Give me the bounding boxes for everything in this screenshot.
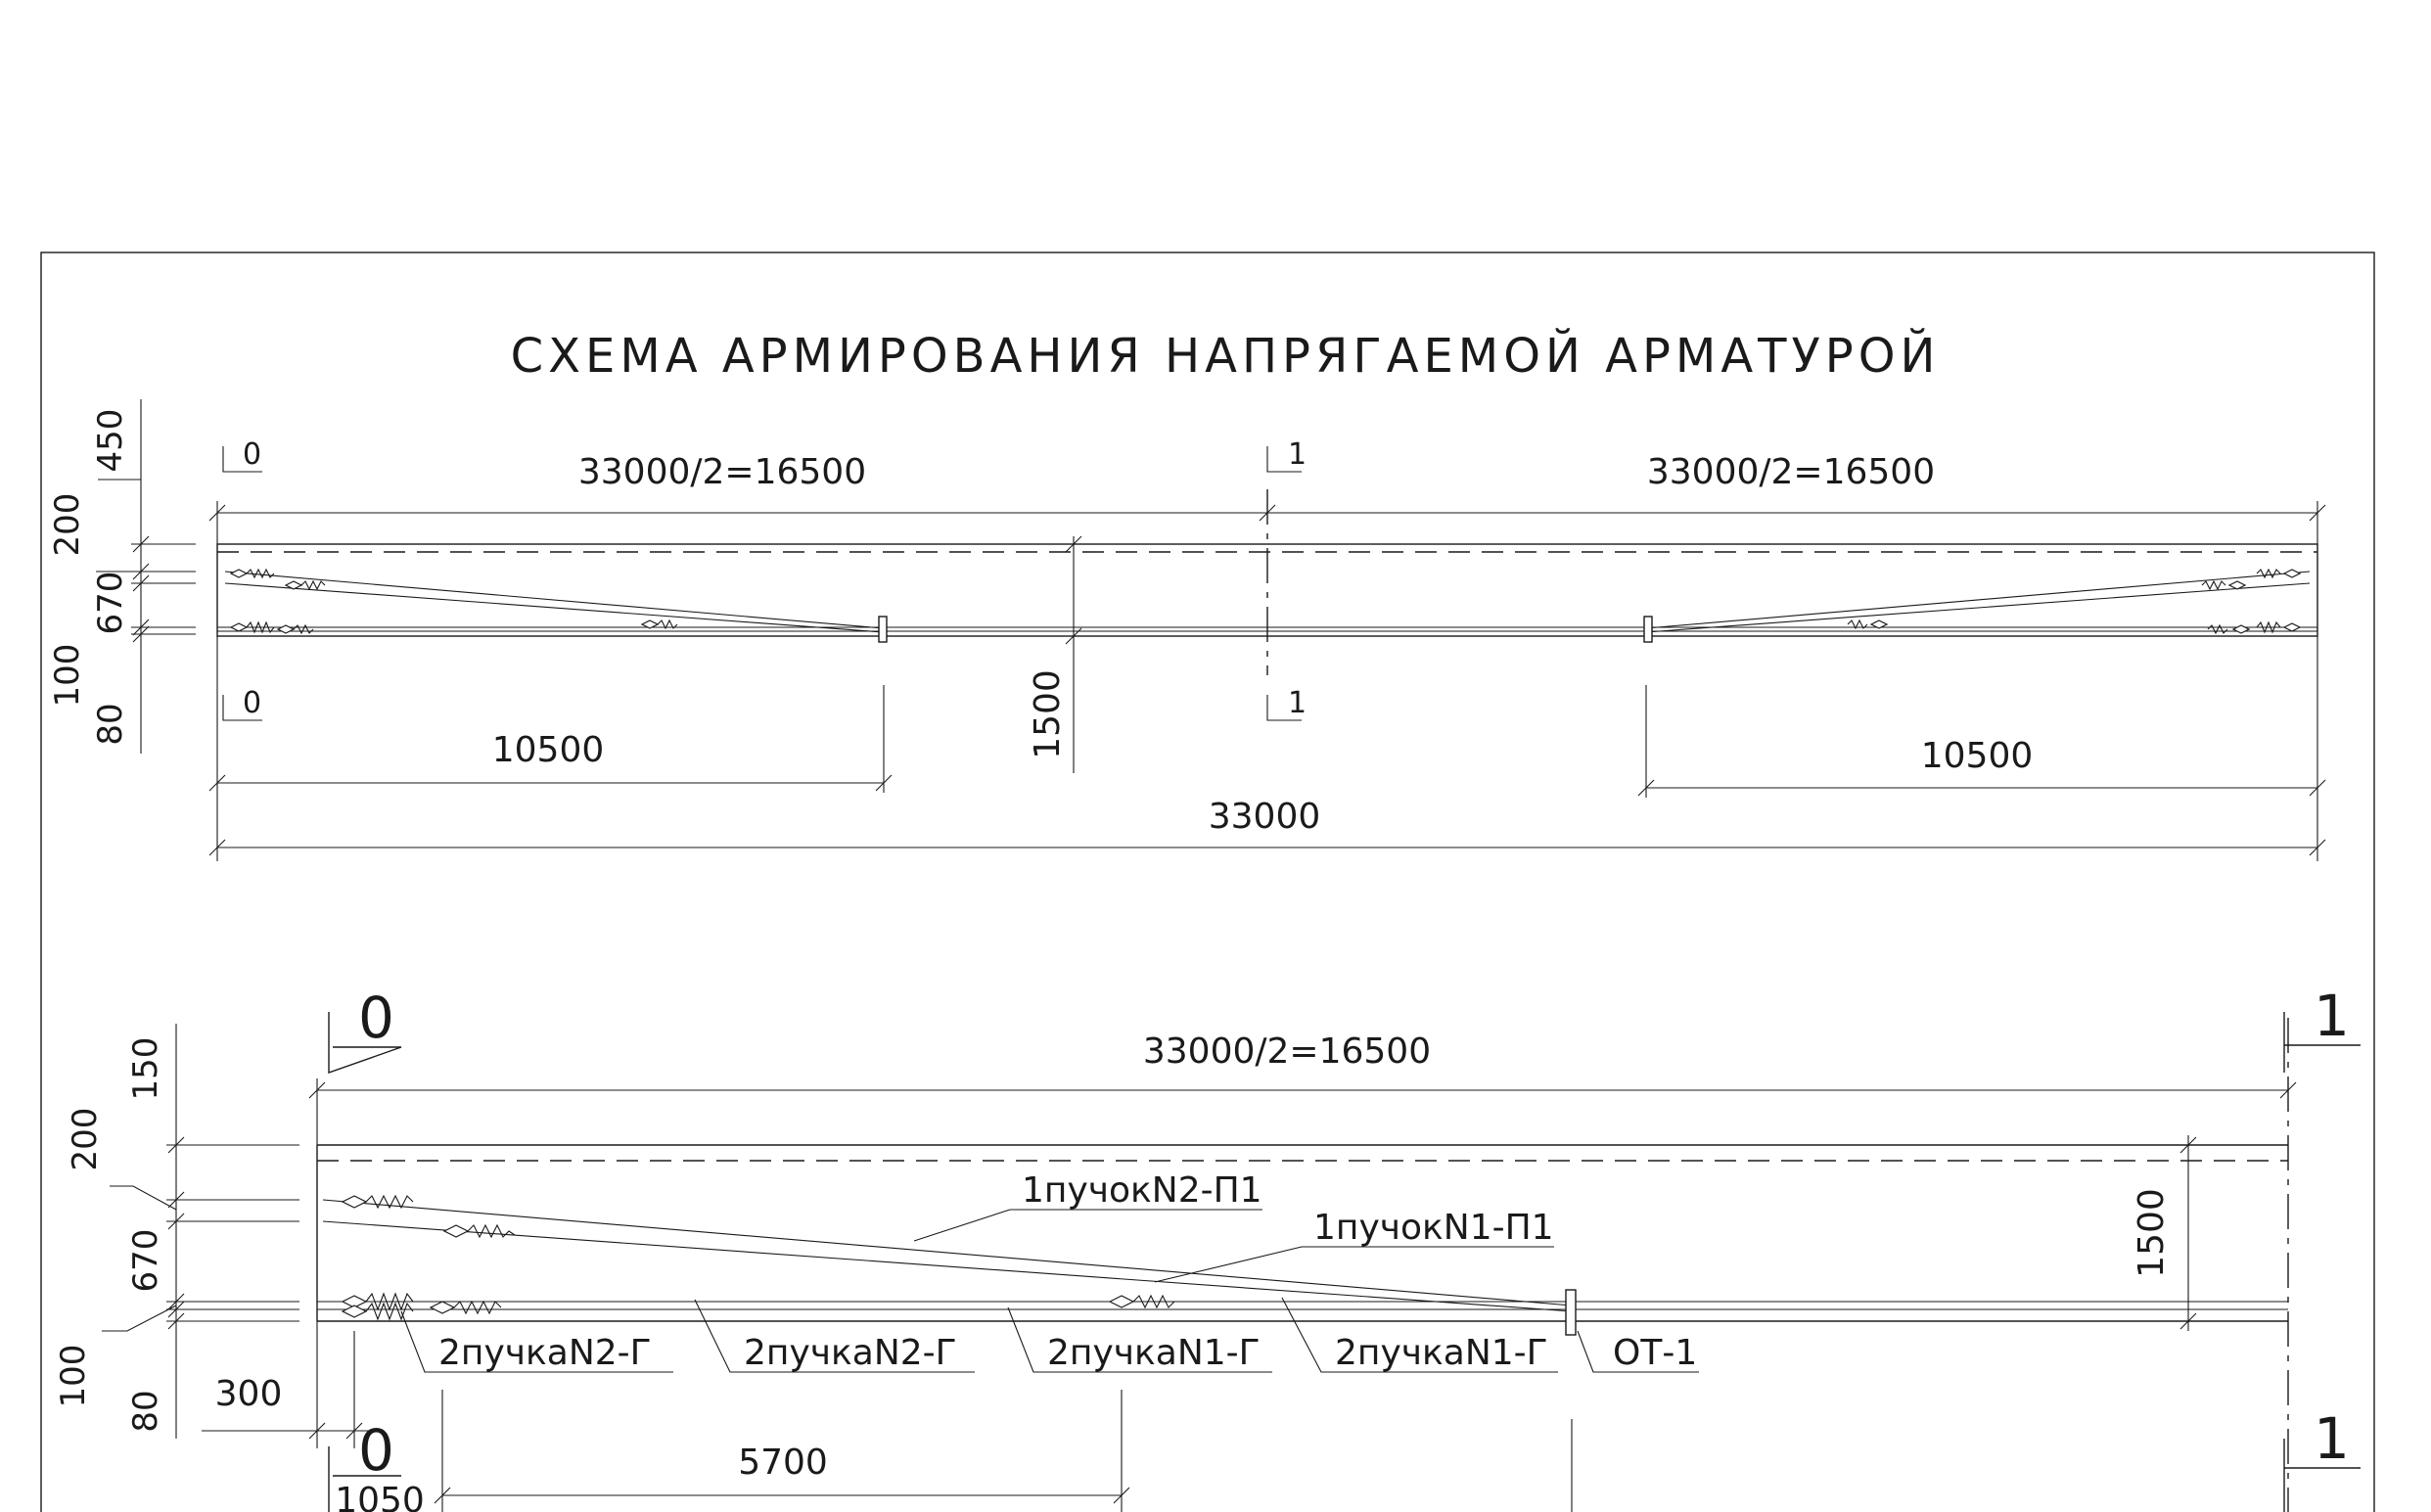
dim-detail-half: 33000/2=16500 (1142, 1031, 1432, 1072)
spiral-mark (294, 625, 313, 633)
section-label-0-bot: 0 (243, 686, 262, 720)
anchor-mark (278, 625, 294, 633)
dim-detail-end: 1050 (335, 1481, 425, 1512)
top-tendon-right-1 (1646, 572, 2310, 628)
drawing-title: СХЕМА АРМИРОВАНИЯ НАПРЯГАЕМОЙ АРМАТУРОЙ (510, 329, 1941, 384)
top-deviator-left (879, 617, 887, 642)
section-label-1-top: 1 (2314, 983, 2350, 1049)
leader-line (102, 1306, 176, 1331)
spiral-mark (454, 1302, 501, 1313)
left-dim-1: 200 (48, 492, 87, 557)
anchor-mark (2284, 570, 2300, 577)
label-tendon-n1-g-a: 2пучкаN1-Г (1047, 1333, 1261, 1373)
label-ot1: ОТ-1 (1613, 1333, 1698, 1373)
label-tendon-n1-p1: 1пучокN1-П1 (1313, 1208, 1554, 1248)
section-label-1-top: 1 (1288, 437, 1307, 472)
top-view (48, 399, 2325, 861)
left-dim-2: 670 (91, 571, 130, 635)
top-tendon-left-1 (225, 572, 883, 628)
left-dim-1: 200 (66, 1107, 105, 1171)
section-label-1-bot: 1 (1288, 686, 1307, 720)
left-dim-4: 80 (126, 1390, 165, 1433)
left-dim-0: 450 (91, 408, 130, 473)
dim-total: 33000 (1208, 797, 1321, 837)
detail-deviator-ot1 (1566, 1290, 1576, 1335)
anchor-mark (343, 1196, 366, 1208)
label-tendon-n2-g-b: 2пучкаN2-Г (744, 1333, 957, 1373)
spiral-mark (2208, 625, 2227, 633)
dim-offset: 300 (214, 1374, 283, 1414)
detail-view (54, 983, 2361, 1512)
anchor-mark (431, 1302, 454, 1313)
dim-height: 1500 (1028, 669, 1068, 759)
dim-detail-height: 1500 (2132, 1188, 2172, 1278)
anchor-mark (2233, 625, 2249, 633)
leader-line (110, 1186, 176, 1210)
top-tendon-right-2 (1646, 583, 2310, 632)
dim-detail-bend: 5700 (738, 1443, 828, 1483)
leader-n1-p1 (1155, 1247, 1554, 1282)
top-deviator-right (1644, 617, 1652, 642)
section-label-0-bot: 0 (358, 1417, 394, 1484)
dim-half-left: 33000/2=16500 (577, 452, 867, 492)
anchor-mark (231, 623, 247, 631)
spiral-mark (468, 1225, 515, 1237)
dim-bend-right: 10500 (1920, 736, 2034, 776)
dim-bend-left: 10500 (491, 730, 605, 770)
anchor-mark (444, 1225, 468, 1237)
label-tendon-n2-p1: 1пучокN2-П1 (1022, 1170, 1262, 1211)
section-label-0-top: 0 (358, 985, 394, 1051)
left-dim-4: 80 (91, 703, 130, 746)
label-tendon-n1-g-b: 2пучкаN1-Г (1335, 1333, 1548, 1373)
left-dim-3: 100 (54, 1344, 93, 1408)
section-label-0-top: 0 (243, 437, 262, 472)
spiral-mark (366, 1304, 413, 1319)
left-dim-3: 100 (48, 643, 87, 708)
left-dim-2: 670 (126, 1228, 165, 1293)
anchor-mark (2284, 623, 2300, 631)
spiral-mark (301, 581, 325, 589)
top-tendon-left-2 (225, 583, 883, 632)
spiral-mark (2202, 581, 2225, 589)
left-dim-0: 150 (126, 1036, 165, 1101)
anchor-mark (1110, 1296, 1133, 1307)
dim-half-right: 33000/2=16500 (1646, 452, 1936, 492)
leader-n2-p1 (914, 1210, 1262, 1241)
anchor-mark (231, 570, 247, 577)
anchor-mark (343, 1306, 366, 1317)
sheet-frame (41, 252, 2374, 1512)
section-label-1-bot: 1 (2314, 1405, 2350, 1472)
label-tendon-n2-g-a: 2пучкаN2-Г (438, 1333, 652, 1373)
